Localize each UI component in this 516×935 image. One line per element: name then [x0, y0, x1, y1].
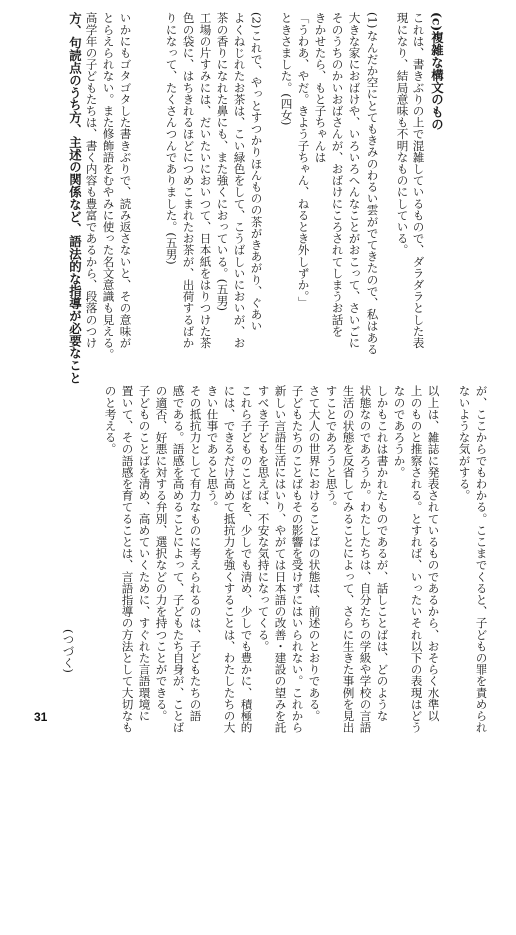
text-column: 以上は、雑誌に発表されているものであるから、おそらく水準以	[426, 385, 441, 722]
text-column: のと考える。	[103, 385, 118, 455]
text-column: の適否、好悪に対する弁別、選択などの力を持つことができる。	[154, 385, 169, 722]
text-column: 子どもたちのことばもその影響を受けずにはいられない。これから	[290, 385, 305, 733]
text-column: ないような気がする。	[457, 385, 472, 501]
text-column: 新しい言語生活にはいり、やがては日本語の改善・建設の望みを託	[273, 385, 288, 733]
text-column: ときさました。(四女)	[279, 12, 294, 126]
text-column: とらえられない。また修飾語をむやみに使った名文意識も見える。	[101, 12, 116, 360]
text-column: 状態なのであろうか。わたしたちは、自分たちの学級や学校の言語	[358, 385, 373, 733]
text-column: さて大人の世界におけることばの状態は、前述のとおりである。	[307, 385, 322, 722]
text-column: 茶の香りになれた鼻にも、また強くにおっている。(五男)	[215, 12, 230, 312]
text-column: なんだか空にとてもきみのわるい雲がでてきたので、私はある	[365, 30, 380, 355]
text-column: 置いて、その語感を育てることは、言語指導の方法として大切なも	[120, 385, 135, 733]
text-column: いかにもゴタゴタした書きぶりで、読み返さないと、その意味が	[118, 12, 133, 349]
text-column: 方、句読点のうち方、主述の関係など、語法的な指導が必要なこと	[67, 12, 83, 384]
text-column: (2)	[249, 12, 264, 29]
text-column: 「うわあ、やだ。きよう子ちゃん、ねるとき外しずか。」	[296, 12, 311, 308]
text-column: よくねじれたお茶は、こい緑色をして、こうばしいにおいが、お	[232, 12, 247, 349]
text-column: これは、書きぶりの上で混雑しているもので、ダラダラとした表	[411, 12, 426, 349]
text-column: には、できるだけ高めて抵抗力を強くすることは、わたしたちの大	[222, 385, 237, 733]
text-column: その抵抗力として有力なものに考えられるのは、子どもたちの語	[188, 385, 203, 722]
text-column: が、ここからでもわかる。ここまでくると、子どもの罪を責められ	[474, 385, 489, 733]
text-column: しかもこれは書かれたものであるが、話しことばは、どのような	[375, 385, 390, 722]
text-column: 子どものことばを清め、高めていくために、すぐれた言語環境に	[137, 385, 152, 722]
text-column: (c)複雑な構文のもの	[429, 12, 445, 131]
text-column: (つづく)	[61, 629, 76, 673]
text-column: きい仕事であると思う。	[205, 385, 220, 513]
text-column: これら子どものことばを、少しでも清め、少しでも豊かに、積極的	[239, 385, 254, 733]
text-column: 現になり、結局意味も不明なものにしている。	[395, 12, 410, 256]
text-column: すことであろうと思う。	[324, 385, 339, 513]
text-column: 色の袋に、はちきれるほどにつめこまれたお茶が、出荷するばか	[181, 12, 196, 349]
text-column: 感である。語感を高めることによって、子どもたち自身が、ことば	[171, 385, 186, 733]
text-column: 生活の状態を反省してみることによって、さらに生きた事例を見出	[341, 385, 356, 733]
text-column: すべき子どもを思えば、不安な気持になってくる。	[256, 385, 271, 652]
text-column: なのであろうか。	[392, 385, 407, 478]
text-column: 上のものと推察される。とすれば、いったいそれ以下の表現はどう	[409, 385, 424, 733]
text-column: これで、やっとすつかりほんものの茶がきあがり、ぐあい	[249, 30, 264, 332]
text-column: りになって、たくさんつんでありました。(五男)	[164, 12, 179, 265]
text-column: そのうちのかいおばさんが、おばけにころされてしまうお話を	[330, 12, 345, 337]
text-column: (1)	[365, 12, 380, 29]
text-column: 高学年の子どもたちは、書く内容も豊富であるから、段落のつけ	[84, 12, 99, 349]
text-column: 工場の片すみには、だいたいにおいつて、日本紙をはりつけた茶	[198, 12, 213, 349]
text-column: きかせたら、もと子ちゃんは	[313, 12, 328, 163]
page-number: 31	[34, 710, 48, 724]
text-column: 大きな家におばけや、いろいろへんなことがおこって、さいごに	[347, 12, 362, 349]
